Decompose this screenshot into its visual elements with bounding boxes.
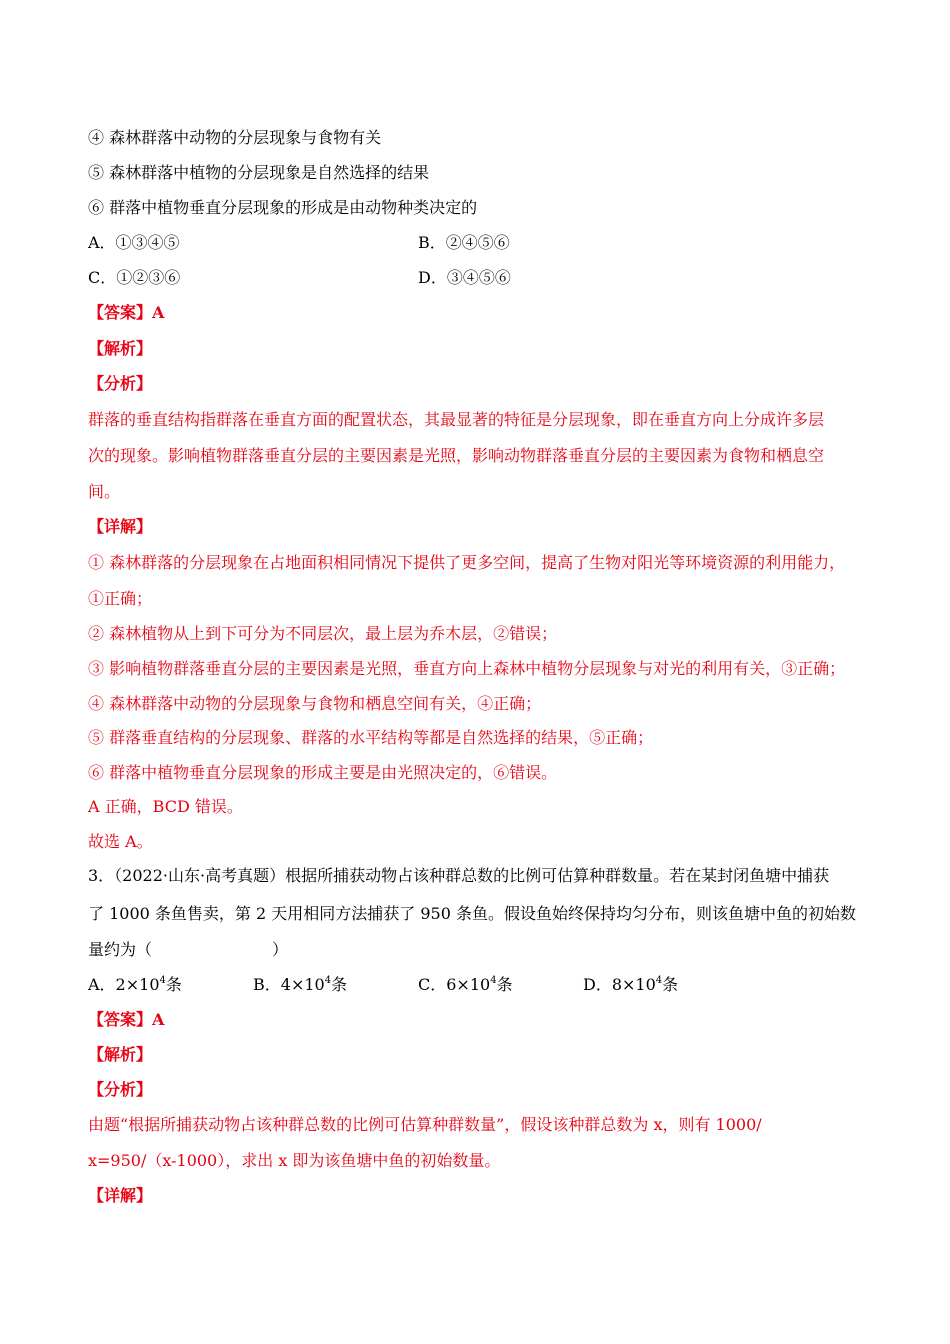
- unit: 条: [331, 975, 348, 994]
- q3-stem: [88, 940, 288, 960]
- q3-stem: 3．（2022·山东·高考真题）根据所捕获动物占该种群总数的比例可估算种群数量。若在某封闭鱼塘中捕获: [88, 866, 830, 885]
- xiangjie-text: ① 森林群落的分层现象在占地面积相同情况下提供了更多空间，提高了生物对阳光等环境资源的利用能力，: [88, 553, 846, 572]
- exponent: 4: [490, 974, 497, 986]
- q3-stem-text: 量约为（: [88, 940, 153, 959]
- option-text: B．4×10: [253, 975, 325, 994]
- q3-option-c: [418, 975, 513, 995]
- unit: 条: [662, 975, 679, 994]
- q3-stem: 了 1000 条鱼售卖，第 2 天用相同方法捕获了 950 条鱼。假设鱼始终保持均匀分布，则该鱼塘中鱼的初始数: [88, 904, 856, 923]
- jiexi-label: 【解析】: [88, 339, 153, 358]
- unit: 条: [496, 975, 513, 994]
- q3-xiangjie-label: 【详解】: [88, 1186, 153, 1205]
- xiangjie-label: 【详解】: [88, 517, 153, 536]
- option-c: C．①②③⑥: [88, 268, 181, 287]
- xiangjie-text: ② 森林植物从上到下可分为不同层次，最上层为乔木层，②错误；: [88, 624, 558, 643]
- xiangjie-text: ⑤ 群落垂直结构的分层现象、群落的水平结构等都是自然选择的结果，⑤正确；: [88, 728, 654, 747]
- option-b: B．②④⑤⑥: [418, 233, 510, 252]
- fenxi-text: 次的现象。影响植物群落垂直分层的主要因素是光照，影响动物群落垂直分层的主要因素为食物和栖息空: [88, 446, 825, 465]
- statement-4: ④ 森林群落中动物的分层现象与食物有关: [88, 128, 382, 147]
- fenxi-text: 群落的垂直结构指群落在垂直方面的配置状态，其最显著的特征是分层现象，即在垂直方向上分成许多层: [88, 410, 825, 429]
- xiangjie-text: ③ 影响植物群落垂直分层的主要因素是光照，垂直方向上森林中植物分层现象与对光的利用有关，③正确；: [88, 659, 846, 678]
- option-d: D．③④⑤⑥: [418, 268, 511, 287]
- fenxi-text: 间。: [88, 482, 121, 501]
- statement-5: ⑤ 森林群落中植物的分层现象是自然选择的结果: [88, 163, 430, 182]
- q3-stem-text: ）: [272, 940, 289, 959]
- unit: 条: [165, 975, 182, 994]
- answer-label: 【答案】A: [88, 303, 165, 322]
- exponent: 4: [324, 974, 332, 986]
- q3-option-b: [253, 975, 347, 995]
- fenxi-label: 【分析】: [88, 374, 153, 393]
- q3-fenxi-label: 【分析】: [88, 1080, 153, 1099]
- exponent: 4: [159, 974, 166, 986]
- option-a: A．①③④⑤: [88, 233, 180, 252]
- q3-option-d: [583, 975, 678, 995]
- q3-option-a: [88, 975, 182, 995]
- xiangjie-text: 故选 A。: [88, 832, 153, 851]
- xiangjie-text: ⑥ 群落中植物垂直分层现象的形成主要是由光照决定的，⑥错误。: [88, 763, 558, 782]
- statement-6: ⑥ 群落中植物垂直分层现象的形成是由动物种类决定的: [88, 198, 478, 217]
- xiangjie-text: ①正确；: [88, 589, 153, 608]
- xiangjie-text: ④ 森林群落中动物的分层现象与食物和栖息空间有关，④正确；: [88, 694, 542, 713]
- q3-jiexi-label: 【解析】: [88, 1045, 153, 1064]
- q3-answer-label: 【答案】A: [88, 1010, 165, 1029]
- q3-fenxi-text: 由题“根据所捕获动物占该种群总数的比例可估算种群数量”，假设该种群总数为 x，则有 1000/: [88, 1115, 762, 1134]
- option-text: A．2×10: [88, 975, 160, 994]
- option-text: C．6×10: [418, 975, 491, 994]
- option-text: D．8×10: [583, 975, 656, 994]
- q3-fenxi-text: x=950/（x-1000），求出 x 即为该鱼塘中鱼的初始数量。: [88, 1151, 501, 1170]
- xiangjie-text: A 正确，BCD 错误。: [88, 797, 243, 816]
- exponent: 4: [655, 974, 663, 986]
